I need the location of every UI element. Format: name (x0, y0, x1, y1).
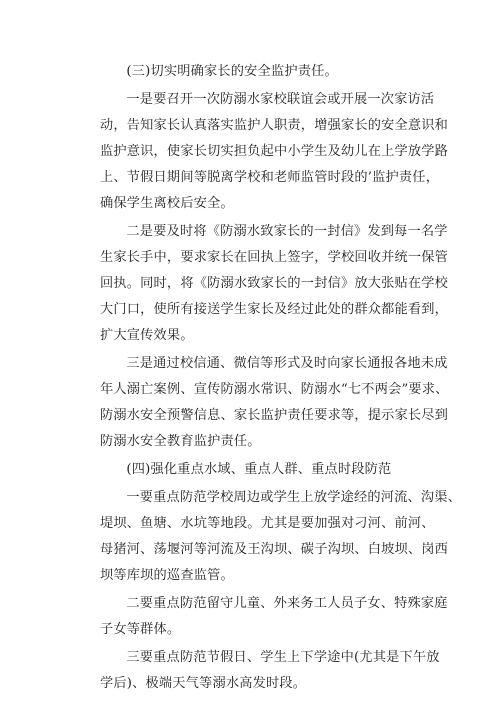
text-line: 三是通过校信通、微信等形式及时向家长通报各地未成 (126, 356, 448, 371)
text-line: 三要重点防范节假日、学生上下学途中(尤其是下午放 (126, 650, 440, 665)
text-line: 动，告知家长认真落实监护人职责，增强家长的安全意识和 (100, 118, 449, 133)
body-paragraph (100, 591, 448, 643)
section-heading (100, 59, 400, 85)
text-line: 上、节假日期间等脱离学校和老师监管时段的’监护责任， (100, 170, 440, 185)
text-line: 学后)、极端天气等溺水高发时段。 (100, 676, 307, 691)
text-line: 二是要及时将《防溺水致家长的一封信》发到每一名学 (126, 224, 448, 239)
text-line: (三)切实明确家长的安全监护责任。 (126, 64, 338, 79)
text-line: 防溺水安全教育监护责任。 (100, 434, 261, 449)
body-paragraph (100, 645, 440, 697)
text-line: 一要重点防范学校周边或学生上放学途经的河流、沟渠、 (126, 490, 462, 505)
text-line: 回执。同时，将《防溺水致家长的一封信》放大张贴在学校 (100, 276, 449, 291)
body-paragraph (100, 351, 449, 455)
text-line: 大门口，使所有接送学生家长及经过此处的群众都能看到， (100, 302, 449, 317)
text-line: 年人溺亡案例、宣传防溺水常识、防溺水“七不两会”要求、 (100, 382, 449, 397)
text-line: 生家长手中，要求家长在回执上签字，学校回收并统一保管 (100, 250, 449, 265)
text-line: (四)强化重点水域、重点人群、重点时段防范 (126, 462, 392, 477)
body-paragraph (100, 485, 462, 589)
body-paragraph (100, 219, 449, 349)
text-line: 防溺水安全预警信息、家长监护责任要求等，提示家长尽到 (100, 408, 449, 423)
document-body (100, 59, 462, 697)
body-paragraph (100, 87, 449, 217)
text-line: 确保学生离校后安全。 (100, 196, 234, 211)
text-line: 堤坝、鱼塘、水坑等地段。尤其是要加强对刁河、前河、 (100, 516, 435, 531)
text-line: 一是要召开一次防溺水家校联谊会或开展一次家访活 (126, 92, 435, 107)
text-line: 母猪河、荡堰河等河流及王沟坝、碳子沟坝、白坡坝、岗西 (100, 542, 449, 557)
text-line: 扩大宣传效果。 (100, 328, 194, 343)
text-line: 坝等库坝的巡查监管。 (100, 568, 234, 583)
text-line: 子女等群体。 (100, 622, 181, 637)
text-line: 监护意识，使家长切实担负起中小学生及幼儿在上学放学路 (100, 144, 449, 159)
section-heading (100, 457, 400, 483)
text-line: 二要重点防范留守儿童、外来务工人员子女、特殊家庭 (126, 596, 448, 611)
